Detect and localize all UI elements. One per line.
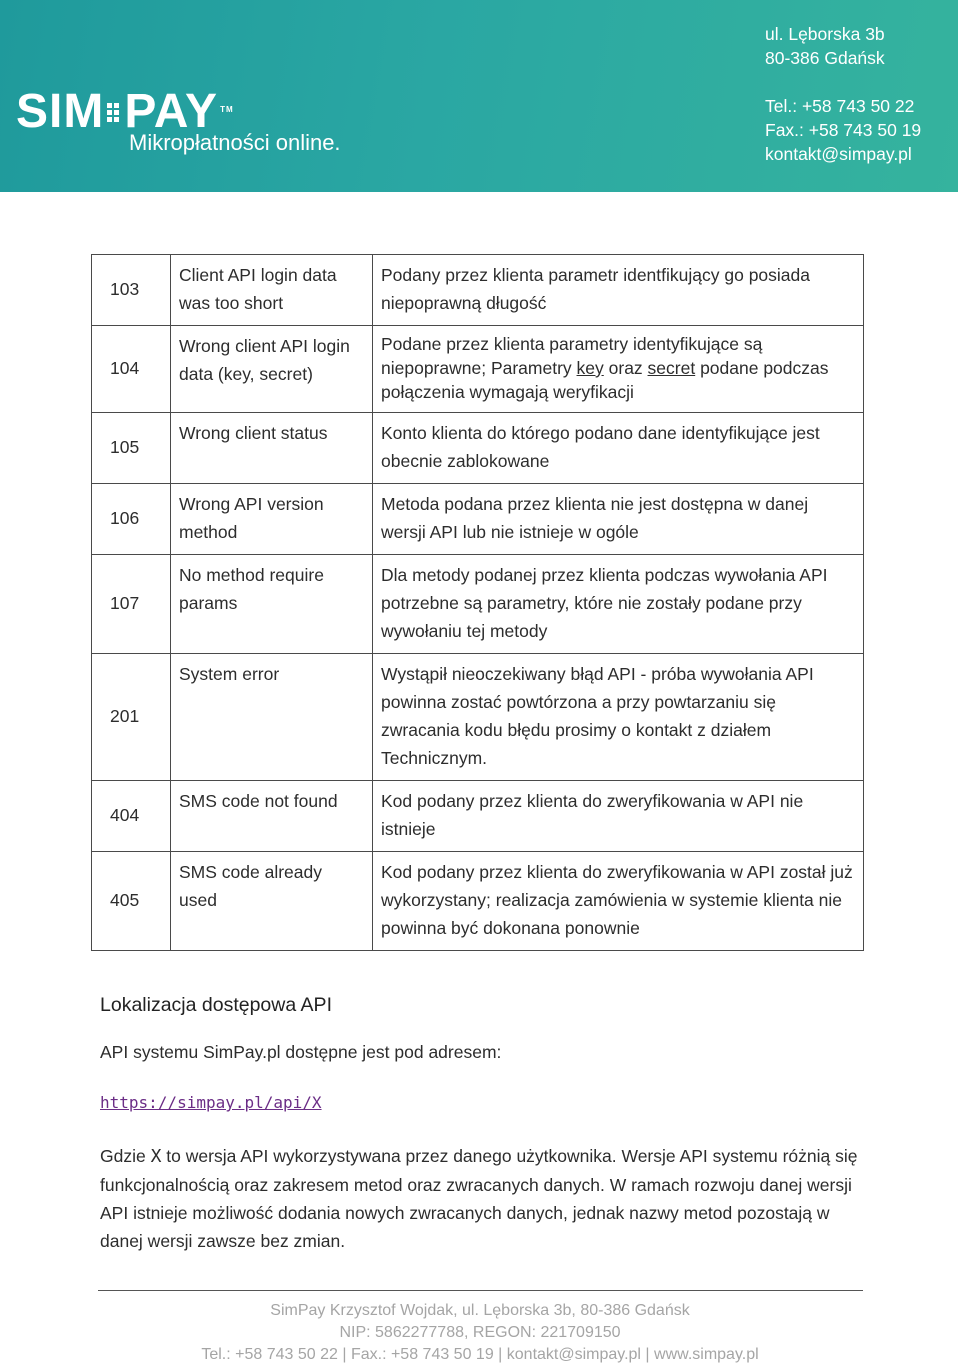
error-name: SMS code not found bbox=[171, 781, 373, 852]
logo-trademark: TM bbox=[220, 105, 234, 114]
error-name: Wrong API version method bbox=[171, 484, 373, 555]
error-name: No method require params bbox=[171, 555, 373, 654]
error-description: Podany przez klienta parametr identfikujący go posiada niepoprawną długość bbox=[373, 255, 864, 326]
table-row bbox=[92, 781, 864, 852]
address-street: ul. Lęborska 3b bbox=[765, 24, 885, 44]
sim-chip-icon bbox=[107, 101, 121, 123]
tagline: Mikropłatności online. bbox=[129, 130, 341, 155]
error-description: Kod podany przez klienta do zweryfikowania w API został już wykorzystany; realizacja zamówienia w systemie klienta nie powinna być dokonana ponownie bbox=[373, 852, 864, 951]
page-footer bbox=[120, 1300, 840, 1366]
version-placeholder: X bbox=[150, 1146, 162, 1167]
footer-tax-ids: NIP: 5862277788, REGON: 221709150 bbox=[339, 1324, 621, 1341]
header-email: kontakt@simpay.pl bbox=[765, 144, 912, 164]
table-row bbox=[92, 326, 864, 413]
table-row bbox=[92, 484, 864, 555]
error-code: 104 bbox=[92, 326, 171, 413]
error-description: Podane przez klienta parametry identyfikujące są niepoprawne; Parametry key oraz secret podane podczas połączenia wymagają weryfikacji bbox=[373, 326, 864, 413]
error-description: Konto klienta do którego podano dane identyfikujące jest obecnie zablokowane bbox=[373, 413, 864, 484]
footer-company: SimPay Krzysztof Wojdak, ul. Lęborska 3b, 80-386 Gdańsk bbox=[270, 1302, 690, 1319]
header-phone: Tel.: +58 743 50 22 bbox=[765, 96, 915, 116]
api-version-paragraph: Gdzie X to wersja API wykorzystywana przez danego użytkownika. Wersje API systemu różnią się funkcjonalnością oraz zakresem metod oraz zwracanych danych. W ramach rozwoju danej wersji API istnieje możliwość dodania nowych zwracanych danych, jednak nazwy metod pozostają w danej wersji zawsze bez zmian. bbox=[100, 1146, 858, 1251]
error-description: Kod podany przez klienta do zweryfikowania w API nie istnieje bbox=[373, 781, 864, 852]
header-contact bbox=[765, 22, 921, 166]
param-secret: secret bbox=[647, 358, 696, 378]
error-description: Metoda podana przez klienta nie jest dostępna w danej wersji API lub nie istnieje w ogóle bbox=[373, 484, 864, 555]
letterhead-banner bbox=[0, 0, 958, 192]
logo-text-pay: PAY bbox=[124, 85, 219, 138]
simpay-logo bbox=[16, 85, 341, 155]
table-row bbox=[92, 413, 864, 484]
error-code: 107 bbox=[92, 555, 171, 654]
error-codes-table bbox=[91, 254, 864, 951]
table-row bbox=[92, 255, 864, 326]
table-row bbox=[92, 555, 864, 654]
error-code: 201 bbox=[92, 654, 171, 781]
error-name: System error bbox=[171, 654, 373, 781]
section-heading: Lokalizacja dostępowa API bbox=[100, 994, 332, 1016]
error-name: SMS code already used bbox=[171, 852, 373, 951]
footer-divider bbox=[98, 1290, 863, 1291]
error-code: 105 bbox=[92, 413, 171, 484]
error-code: 405 bbox=[92, 852, 171, 951]
error-name: Client API login data was too short bbox=[171, 255, 373, 326]
address-city: 80-386 Gdańsk bbox=[765, 48, 885, 68]
header-fax: Fax.: +58 743 50 19 bbox=[765, 120, 922, 140]
error-description: Wystąpił nieoczekiwany błąd API - próba wywołania API powinna zostać powtórzona a przy powtarzaniu się zwracania kodu błędu prosimy o kontakt z działem Technicznym. bbox=[373, 654, 864, 781]
footer-contacts: Tel.: +58 743 50 22 | Fax.: +58 743 50 19 | kontakt@simpay.pl | www.simpay.pl bbox=[201, 1346, 759, 1363]
table-row bbox=[92, 852, 864, 951]
error-code: 404 bbox=[92, 781, 171, 852]
error-name: Wrong client API login data (key, secret) bbox=[171, 326, 373, 413]
error-description: Dla metody podanej przez klienta podczas wywołania API potrzebne są parametry, które nie zostały podane przy wywołaniu tej metody bbox=[373, 555, 864, 654]
logo-text-sim: SIM bbox=[16, 85, 105, 138]
api-intro-text: API systemu SimPay.pl dostępne jest pod adresem: bbox=[100, 1042, 502, 1062]
param-key: key bbox=[576, 358, 604, 378]
table-row bbox=[92, 654, 864, 781]
error-code: 103 bbox=[92, 255, 171, 326]
error-code: 106 bbox=[92, 484, 171, 555]
error-name: Wrong client status bbox=[171, 413, 373, 484]
api-url-link[interactable]: https://simpay.pl/api/X bbox=[100, 1093, 322, 1112]
